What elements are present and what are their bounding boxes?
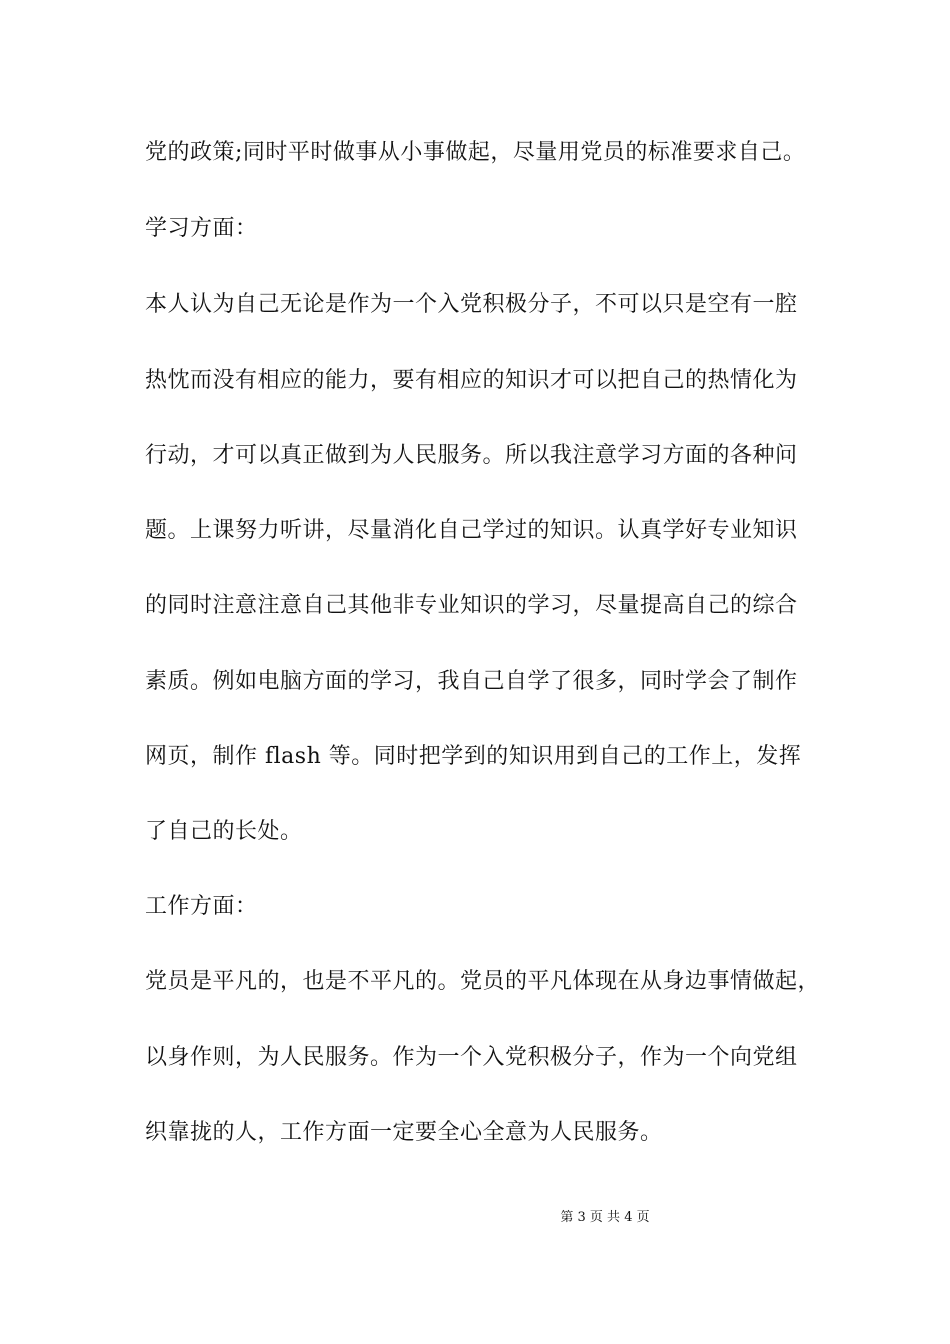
paragraph-line: 的同时注意注意自己其他非专业知识的学习，尽量提高自己的综合 [145,593,798,618]
page-number-footer: 第 3 页 共 4 页 [560,1210,650,1225]
paragraph-line: 网页，制作 flash 等。同时把学到的知识用到自己的工作上，发挥 [145,744,802,769]
paragraph-line: 党员是平凡的，也是不平凡的。党员的平凡体现在从身边事情做起， [145,969,821,994]
paragraph-line: 以身作则，为人民服务。作为一个入党积极分子，作为一个向党组 [145,1045,798,1070]
paragraph-line: 党的政策;同时平时做事从小事做起，尽量用党员的标准要求自己。 [145,140,806,165]
paragraph-line: 本人认为自己无论是作为一个入党积极分子，不可以只是空有一腔 [145,292,798,317]
paragraph-line: 行动，才可以真正做到为人民服务。所以我注意学习方面的各种问 [145,443,798,468]
paragraph-line: 题。上课努力听讲，尽量消化自己学过的知识。认真学好专业知识 [145,518,798,543]
paragraph-line: 热忱而没有相应的能力，要有相应的知识才可以把自己的热情化为 [145,368,798,393]
section-heading-study: 学习方面： [145,216,258,241]
section-heading-work: 工作方面： [145,894,258,919]
paragraph-line: 织靠拢的人，工作方面一定要全心全意为人民服务。 [145,1120,663,1145]
paragraph-line: 了自己的长处。 [145,819,303,844]
paragraph-line: 素质。例如电脑方面的学习，我自己自学了很多，同时学会了制作 [145,669,798,694]
